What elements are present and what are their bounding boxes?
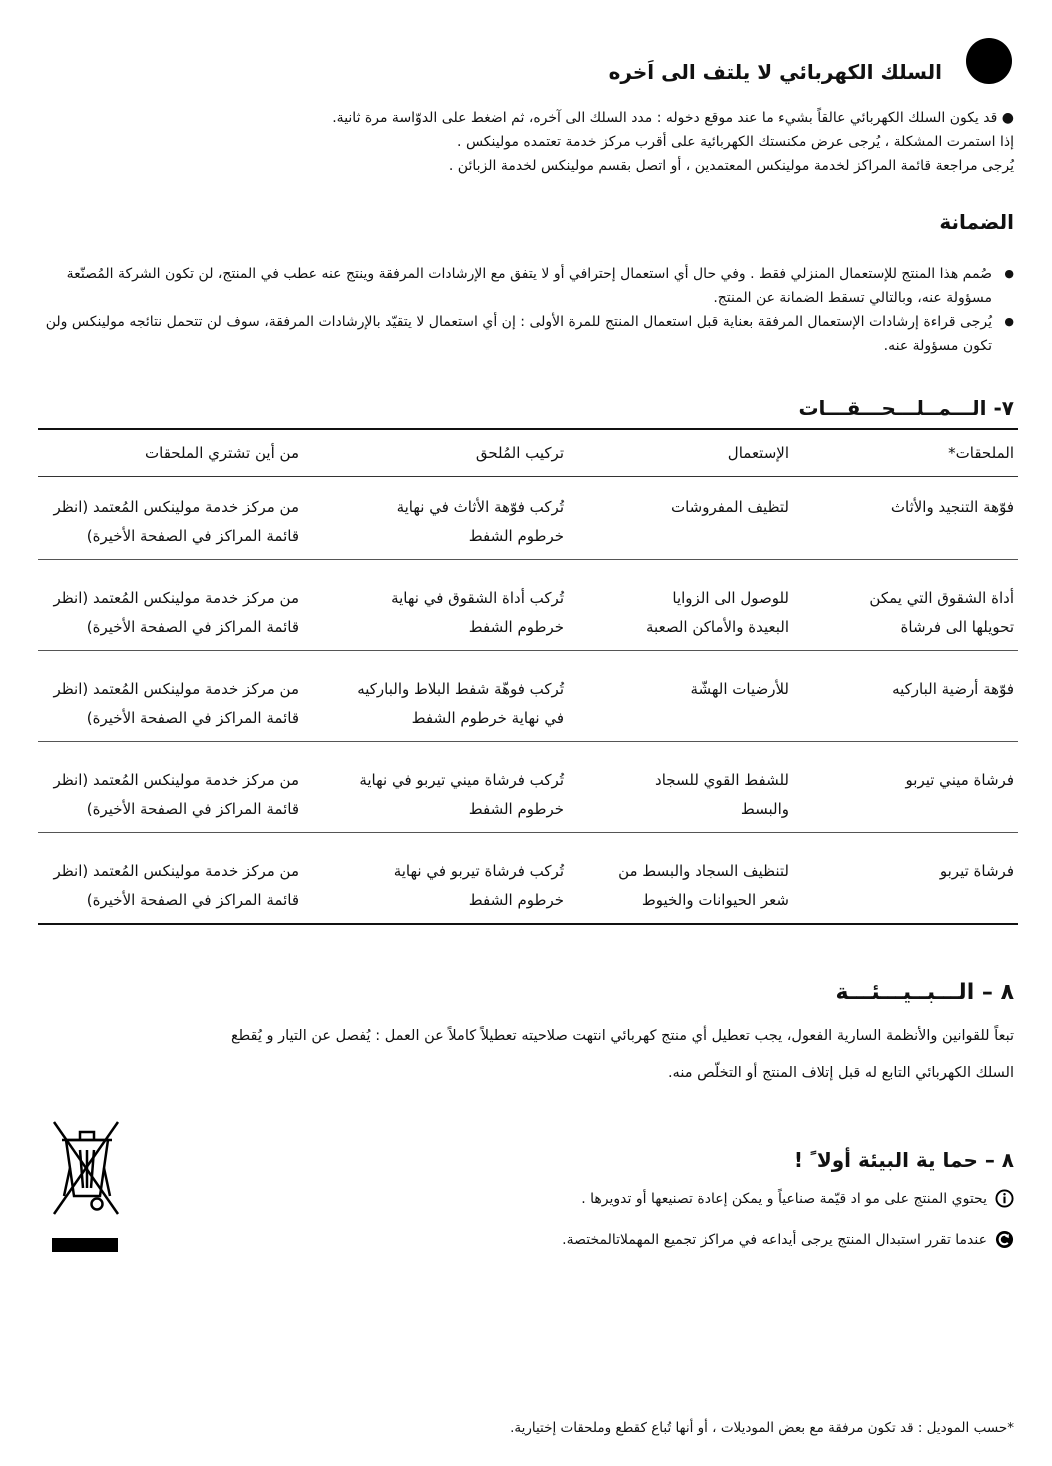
accessory-buy-cell: من مركز خدمة مولينكس المُعتمد (انظر قائمة المراكز في الصفحة الأخيرة)	[38, 742, 303, 833]
warranty-bullet: ● صُمم هذا المنتج للإستعمال المنزلي فقط . وفي حال أي استعمال إحترافي أو لا يتفق مع الإرشادات المرفقة وينتج عنه عطب في المنتج، لن تكون الشركة المُصنّعة مسؤولة عنه، وبالتالي تسقط الضمانة عن المنتج.	[39, 262, 1014, 310]
accessory-name-cell: أداة الشقوق التي يمكن تحويلها الى فرشاة	[793, 560, 1018, 651]
cord-line: إذا استمرت المشكلة ، يُرجى عرض مكنستك الكهربائية على أقرب مركز خدمة تعتمده مولينكس .	[457, 134, 1014, 150]
cord-line: يُرجى مراجعة قائمة المراكز لخدمة مولينكس المعتمدين ، أو اتصل بقسم مولينكس لخدمة الزبائن .	[448, 158, 1014, 174]
warranty-list	[39, 262, 1014, 358]
header-accessory: الملحقات*	[793, 429, 1018, 477]
table-row	[38, 560, 1018, 651]
table-row	[38, 833, 1018, 925]
header-fitting: تركيب المُلحق	[303, 429, 568, 477]
section-marker-dot	[966, 38, 1012, 84]
table-row	[38, 477, 1018, 560]
accessory-buy-cell: من مركز خدمة مولينكس المُعتمد (انظر قائمة المراكز في الصفحة الأخيرة)	[38, 560, 303, 651]
warranty-title: الضمانة	[939, 210, 1014, 234]
accessory-use-cell: للأرضيات الهشّة	[568, 651, 793, 742]
accessory-use-cell: للوصول الى الزوايا البعيدة والأماكن الصعبة	[568, 560, 793, 651]
protect-environment-title: ٨ – حما ية البيئة أولا ً !	[793, 1148, 1014, 1172]
disposal-text: عندما تقرر استبدال المنتج يرجى أيداعه في مراكز تجميع المهملاتالمختصة.	[562, 1231, 987, 1248]
header-where-to-buy: من أين تشتري الملحقات	[38, 429, 303, 477]
cord-section-title: السلك الكهربائي لا يلتف الى اَخره	[608, 60, 942, 84]
environment-text	[34, 1018, 1014, 1092]
accessory-use-cell: للشفط القوي للسجاد والبسط	[568, 742, 793, 833]
accessory-fitting-cell: تُركب فوهّة شفط البلاط والباركيه في نهاية خرطوم الشفط	[303, 651, 568, 742]
accessory-fitting-cell: تُركب فرشاة ميني تيربو في نهاية خرطوم الشفط	[303, 742, 568, 833]
accessory-buy-cell: من مركز خدمة مولينكس المُعتمد (انظر قائمة المراكز في الصفحة الأخيرة)	[38, 651, 303, 742]
table-row	[38, 651, 1018, 742]
info-icon	[995, 1189, 1014, 1208]
accessory-use-cell: لتنظيف السجاد والبسط من شعر الحيوانات والخيوط	[568, 833, 793, 925]
accessory-fitting-cell: تُركب فرشاة تيربو في نهاية خرطوم الشفط	[303, 833, 568, 925]
recyclable-text: يحتوي المنتج على مو اد قيّمة صناعياً و يمكن إعادة تصنيعها أو تدويرها .	[581, 1190, 987, 1207]
environment-line: تبعاً للقوانين والأنظمة السارية الفعول، يجب تعطيل أي منتج كهربائي انتهت صلاحيته تعطيلاً كاملاً عن العمل : يُفصل عن التيار و يُقطع	[230, 1028, 1014, 1044]
cord-section-text	[332, 106, 1014, 178]
crossed-out-bin-icon	[50, 1118, 122, 1258]
accessory-name-cell: فوّهة أرضية الباركيه	[793, 651, 1018, 742]
accessory-fitting-cell: تُركب أداة الشقوق في نهاية خرطوم الشفط	[303, 560, 568, 651]
recycle-arrow-icon	[995, 1230, 1014, 1249]
recyclable-note	[581, 1189, 1014, 1208]
cord-line: ● قد يكون السلك الكهربائي عالقاً بشيء ما عند موقع دخوله : مدد السلك الى آخره، ثم اضغط على الدوّاسة مرة ثانية.	[332, 110, 1014, 126]
disposal-note	[562, 1230, 1014, 1249]
environment-title: ٨ – الـــبــيـــئـــة	[835, 980, 1014, 1005]
accessory-buy-cell: من مركز خدمة مولينكس المُعتمد (انظر قائمة المراكز في الصفحة الأخيرة)	[38, 833, 303, 925]
accessory-use-cell: لتظيف المفروشات	[568, 477, 793, 560]
table-header-row	[38, 429, 1018, 477]
accessories-table	[38, 428, 1018, 925]
footnote: *حسب الموديل : قد تكون مرفقة مع بعض الموديلات ، أو أنها تُباع كقطع وملحقات إختيارية.	[510, 1420, 1014, 1436]
accessory-fitting-cell: تُركب فوّهة الأثاث في نهاية خرطوم الشفط	[303, 477, 568, 560]
accessories-title: ٧- الـــمــلـــحـــقـــات	[798, 396, 1014, 420]
accessory-name-cell: فرشاة تيربو	[793, 833, 1018, 925]
warranty-bullet: ● يُرجى قراءة إرشادات الإستعمال المرفقة بعناية قبل استعمال المنتج للمرة الأولى : إن أي استعمال لا يتقيّد بالإرشادات المرفقة، سوف لن تتحمل نتائجه مولينكس ولن تكون مسؤولة عنه.	[39, 310, 1014, 358]
accessory-buy-cell: من مركز خدمة مولينكس المُعتمد (انظر قائمة المراكز في الصفحة الأخيرة)	[38, 477, 303, 560]
accessory-name-cell: فرشاة ميني تيربو	[793, 742, 1018, 833]
accessory-name-cell: فوّهة التنجيد والأثاث	[793, 477, 1018, 560]
environment-line: السلك الكهربائي التابع له قبل إتلاف المنتج أو التخلّص منه.	[667, 1065, 1014, 1081]
header-use: الإستعمال	[568, 429, 793, 477]
table-row	[38, 742, 1018, 833]
